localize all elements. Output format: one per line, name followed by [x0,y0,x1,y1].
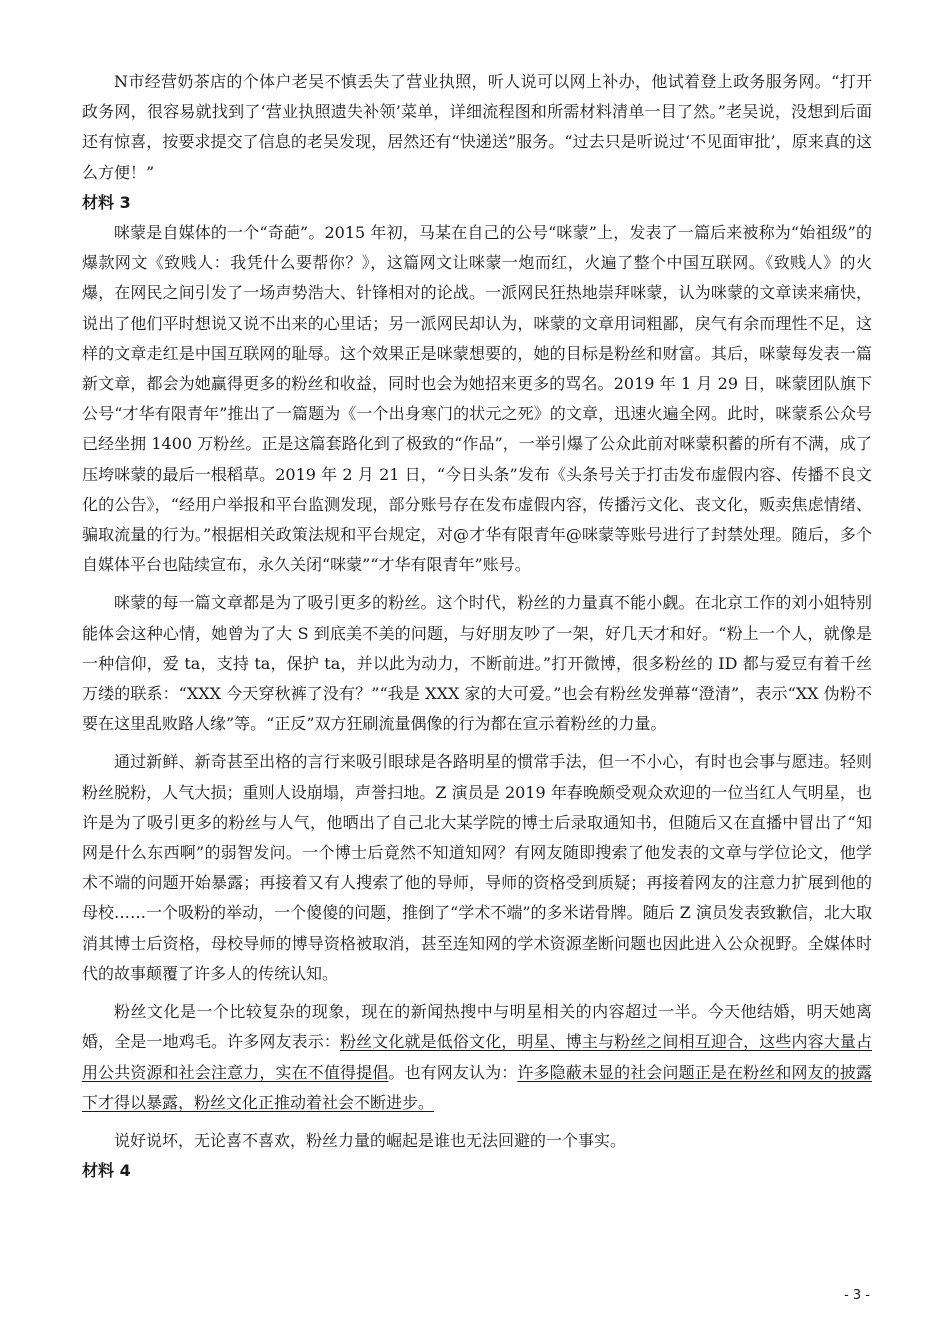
heading-material-4: 材料 4 [82,1161,131,1181]
fan-culture-connector: 。也有网友认为： [388,1062,518,1082]
paragraph-conclusion: 说好说坏，无论喜不喜欢，粉丝力量的崛起是谁也无法回避的一个事实。 [114,1130,627,1150]
document-body [82,67,872,1186]
paragraph-mimeng: 咪蒙是自媒体的一个“奇葩”。2015 年初，马某在自己的公号“咪蒙”上，发表了一篇后来被称为“始祖级”的爆款网文《致贱人：我凭什么要帮你？》，这篇网文让咪蒙一炮而红，火遍了整个中国互联网。《致贱人》的火爆，在网民之间引发了一场声势浩大、针锋相对的论战。一派网民狂热地崇拜咪蒙，认为咪蒙的文章读来痛快，说出了他们平时想说又说不出来的心里话；另一派网民却认为，咪蒙的文章用词粗鄙，戾气有余而理性不足，这样的文章走红是中国互联网的耻辱。这个效果正是咪蒙想要的，她的目标是粉丝和财富。其后，咪蒙每发表一篇新文章，都会为她赢得更多的粉丝和收益，同时也会为她招来更多的骂名。2019 年 1 月 29 日，咪蒙团队旗下公号“才华有限青年”推出了一篇题为《一个出身寒门的状元之死》的文章，迅速火遍全网。此时，咪蒙系公众号已经坐拥 1400 万粉丝。正是这篇套路化到了极致的“作品”，一举引爆了公众此前对咪蒙积蓄的所有不满，成了压垮咪蒙的最后一根稻草。2019 年 2 月 21 日，“今日头条”发布《头条号关于打击发布虚假内容、传播不良文化的公告》，“经用户举报和平台监测发现，部分账号存在发布虚假内容，传播污文化、丧文化，贩卖焦虑情绪、骗取流量的行为。”根据相关政策法规和平台规定，对@才华有限青年@咪蒙等账号进行了封禁处理。随后，多个自媒体平台也陆续宣布，永久关闭“咪蒙”“才华有限青年”账号。 [82,223,872,575]
underlined-opinion-2: 许多隐蔽未显的社会问题正是在粉丝和网友的披露下才得以暴露，粉丝文化正推动着社会不断进步。 [82,1062,872,1112]
paragraph-laowu: N市经营奶茶店的个体户老吴不慎丢失了营业执照，听人说可以网上补办，他试着登上政务服务网。“打开政务网，很容易就找到了‘营业执照遗失补领’菜单，详细流程图和所需材料清单一目了然。”老吴说，没想到后面还有惊喜，按要求提交了信息的老吴发现，居然还有“快递送”服务。“过去只是听说过‘不见面审批’，原来真的这么方便！” [82,72,872,182]
paragraph-fan-culture [82,997,872,1118]
page-number: - 3 - [844,1288,870,1303]
underlined-opinion-1: 粉丝文化就是低俗文化，明星、博主与粉丝之间相互迎合，这些内容大量占用公共资源和社会注意力，实在不值得提倡 [82,1032,872,1082]
fan-culture-intro: 粉丝文化是一个比较复杂的现象，现在的新闻热搜中与明星相关的内容超过一半。今天他结婚，明天她离婚，全是一地鸡毛。许多网友表示： [82,1002,872,1052]
paragraph-z-actor: 通过新鲜、新奇甚至出格的言行来吸引眼球是各路明星的惯常手法，但一不小心，有时也会事与愿违。轻则粉丝脱粉，人气大损；重则人设崩塌，声誉扫地。Z 演员是 2019 年春晚颇受观众欢迎的一位当红人气明星，也许是为了吸引更多的粉丝与人气，他晒出了自己北大某学院的博士后录取通知书，但随后又在直播中冒出了“知网是什么东西啊”的弱智发问。一个博士后竟然不知道知网？有网友随即搜索了他发表的文章与学位论文，他学术不端的问题开始暴露；再接着又有人搜索了他的导师，导师的资格受到质疑；再接着网友的注意力扩展到他的母校……一个吸粉的举动，一个傻傻的问题，推倒了“学术不端”的多米诺骨牌。随后 Z 演员发表致歉信，北大取消其博士后资格，母校导师的博导资格被取消，甚至连知网的学术资源垄断问题也因此进入公众视野。全媒体时代的故事颠覆了许多人的传统认知。 [82,752,872,983]
paragraph-fans-power: 咪蒙的每一篇文章都是为了吸引更多的粉丝。这个时代，粉丝的力量真不能小觑。在北京工作的刘小姐特别能体会这种心情，她曾为了大 S 到底美不美的问题，与好朋友吵了一架，好几天才和好。“粉上一个人，就像是一种信仰，爱 ta，支持 ta，保护 ta，并以此为动力，不断前进。”打开微博，很多粉丝的 ID 都与爱豆有着千丝万缕的联系：“XXX 今天穿秋裤了没有？”“我是 XXX 家的大可爱。”也会有粉丝发弹幕“澄清”，表示“XX 伪粉不要在这里乱败路人缘”等。“正反”双方狂刷流量偶像的行为都在宣示着粉丝的力量。 [82,593,872,734]
heading-material-3: 材料 3 [82,192,131,212]
